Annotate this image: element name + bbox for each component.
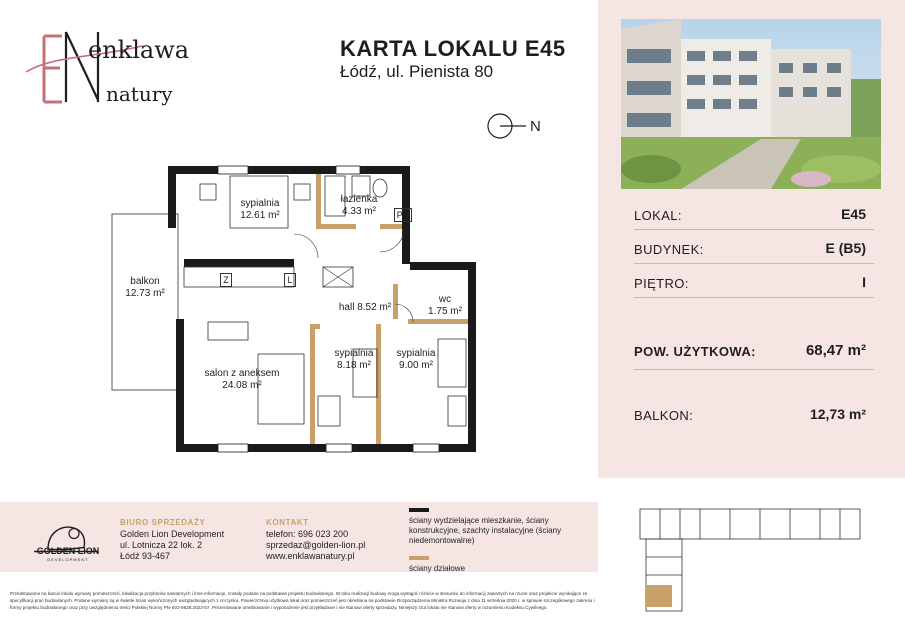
address: Łódź, ul. Pienista 80 (340, 62, 494, 81)
room-lazienka (334, 194, 384, 218)
kontakt-heading: KONTAKT (266, 518, 309, 527)
biuro-heading: BIURO SPRZEDAŻY (120, 518, 206, 527)
legend-tan-text: ściany działowe (409, 564, 466, 573)
building-photo (621, 19, 881, 189)
room-area: 1.75 m² (428, 306, 462, 317)
pow-label: POW. UŻYTKOWA: (634, 344, 756, 359)
room-balkon (112, 276, 178, 300)
logo-text-natury: natury (106, 82, 173, 106)
room-wc (420, 294, 470, 318)
balkon-value: 12,73 m² (809, 406, 866, 422)
legend-black-swatch (409, 508, 429, 512)
room-area: 12.61 m² (240, 210, 280, 221)
room-name: salon z aneksem (204, 368, 280, 379)
room-area: 8.18 m² (337, 360, 371, 371)
info-row-balkon (634, 400, 874, 430)
pow-value: 68,47 m² (805, 342, 866, 359)
balkon-label: BALKON: (634, 408, 694, 423)
lokal-label: LOKAL: (634, 208, 682, 223)
lokal-value: E45 (841, 206, 866, 222)
info-row-lokal (634, 200, 874, 230)
logo-text-enklawa: enklawa (88, 36, 190, 64)
company-subtitle: DEVELOPMENT (47, 557, 89, 562)
biuro-line-2: ul. Lotnicza 22 lok. 2 (120, 540, 203, 550)
legal-disclaimer: Przedstawione na karcie lokalu wymiary pomieszczeń, lokalizacja przyborów sanitarnych i inne informacje, zostały podane na podstawie projektu budowlanego. W toku realizacji budowy mogą wystąpić różnice w stosunku do informacji zawartych na rzucie oraz projekcie wynikające ze specyfikacji prac budowlanych. Podane wymiary są w świetle ścian wykończonych uwzględniających 1 cm tynku. Powierzchnia użytkowa lokal oraz pomieszczeń jest określana na podstawie Rozporządzenia Ministra Rozwoju z dnia 11 września 2020 r. w sprawie szczegółowego zakresu i formy projektu budowlanego oraz przy uwzględnieniu treści Polskiej Normy PN-ISO-9836:2022-07. Prezentowane umeblowanie i wyposażenie jest przykładowe i nie stanowi oferty sprzedaży. Niniejszy rzut lokalu nie stanowi oferty w rozumieniu Kodeksu Cywilnego. (10, 591, 595, 610)
room-sypialnia-1 (232, 198, 288, 222)
kontakt-phone[interactable]: telefon: 696 023 200 (266, 529, 349, 539)
kontakt-email[interactable]: sprzedaz@golden-lion.pl (266, 540, 366, 550)
company-name: GOLDEN LION (36, 546, 100, 556)
room-sypialnia-3 (388, 348, 444, 372)
pietro-label: PIĘTRO: (634, 276, 689, 291)
room-name: sypialnia (396, 348, 436, 359)
appliance-l: L (284, 273, 296, 287)
north-label: N (530, 118, 541, 135)
biuro-line-3: Łódź 93-467 (120, 551, 171, 561)
room-salon (198, 368, 286, 392)
highlighted-unit (646, 585, 672, 607)
info-row-pietro (634, 268, 874, 298)
room-area: 4.33 m² (342, 206, 376, 217)
pietro-value: I (862, 274, 866, 290)
kontakt-website[interactable]: www.enklawanatury.pl (266, 551, 355, 561)
budynek-value: E (B5) (825, 240, 866, 256)
legend-tan-swatch (409, 556, 429, 560)
floor-plan (108, 164, 488, 454)
biuro-line-1: Golden Lion Development (120, 529, 225, 539)
page-title: KARTA LOKALU E45 (340, 36, 566, 61)
room-pralnia: PR (394, 208, 412, 222)
room-name: sypialnia (240, 198, 280, 209)
room-name: wc (438, 294, 452, 305)
room-name: balkon (130, 276, 160, 287)
appliance-z: Z (220, 273, 232, 287)
budynek-label: BUDYNEK: (634, 242, 704, 257)
room-name: łazienka (340, 194, 378, 205)
room-area: 12.73 m² (125, 288, 165, 299)
room-hall: hall 8.52 m² (338, 302, 392, 313)
building-render-image (621, 19, 881, 189)
info-row-budynek (634, 234, 874, 264)
legend-black-text: ściany wydzielające mieszkanie, ściany konstrukcyjne, szachty instalacyjne (ściany niedemontowalne) (409, 516, 562, 545)
room-sypialnia-2 (326, 348, 382, 372)
building-key-plan (630, 505, 880, 615)
room-name: sypialnia (334, 348, 374, 359)
room-area: 9.00 m² (399, 360, 433, 371)
info-row-powierzchnia (634, 336, 874, 370)
room-area: 24.08 m² (222, 380, 262, 391)
